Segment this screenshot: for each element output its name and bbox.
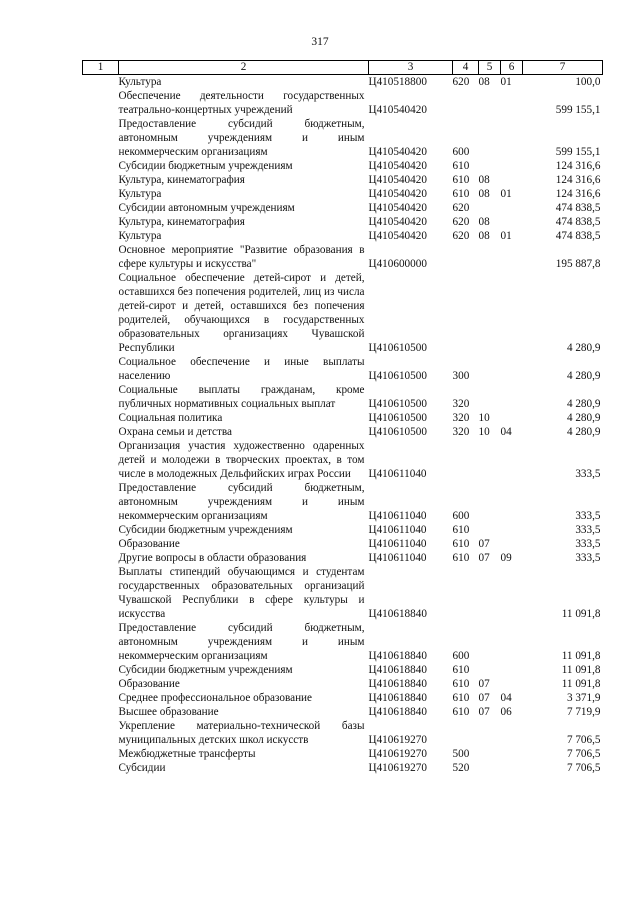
column-header: 5 [479, 61, 501, 75]
table-row [83, 355, 603, 383]
row-subsection-cell [501, 761, 523, 775]
table-row [83, 89, 603, 117]
table-row [83, 705, 603, 719]
row-number-cell [83, 663, 119, 677]
row-amount-cell: 333,5 [575, 538, 601, 550]
row-name-cell: Культура, кинематография [118, 174, 245, 186]
row-number-cell [83, 75, 119, 90]
row-expense-type-cell: 500 [452, 748, 470, 760]
row-name-cell: Социальное обеспечение детей-сирот и детей, оставшихся без попечения родителей, лиц из числа детей-сирот и детей, оставшихся без попечения родителей, обучающихся в государственных образовательных организациях Чувашской Республики [118, 272, 365, 354]
row-number-cell [83, 271, 119, 355]
row-section-cell: 10 [478, 426, 490, 438]
table-row [83, 747, 603, 761]
row-number-cell [83, 761, 119, 775]
row-name-cell: Основное мероприятие "Развитие образования в сфере культуры и искусства" [118, 244, 365, 270]
row-subsection-cell [501, 747, 523, 761]
table-row [83, 719, 603, 747]
table-row [83, 383, 603, 411]
row-name-cell: Предоставление субсидий бюджетным, автономным учреждениям и иным некоммерческим организациям [118, 118, 365, 158]
column-header: 4 [453, 61, 479, 75]
row-number-cell [83, 425, 119, 439]
row-expense-type-cell: 620 [452, 202, 470, 214]
column-header: 2 [119, 61, 369, 75]
table-body [83, 75, 603, 776]
row-amount-cell: 4 280,9 [566, 342, 601, 354]
row-section-cell: 07 [478, 706, 490, 718]
row-subsection-cell: 04 [500, 692, 512, 704]
row-amount-cell: 3 371,9 [566, 692, 601, 704]
row-amount-cell: 124 316,6 [555, 174, 601, 186]
row-section-cell [479, 383, 501, 411]
row-subsection-cell [501, 215, 523, 229]
row-expense-type-cell: 300 [452, 370, 470, 382]
row-number-cell [83, 355, 119, 383]
row-expense-type-cell [453, 243, 479, 271]
row-code-cell: Ц410518800 [368, 76, 427, 88]
row-code-cell: Ц410610500 [368, 412, 427, 424]
row-expense-type-cell: 610 [452, 174, 470, 186]
table-row [83, 537, 603, 551]
row-amount-cell: 4 280,9 [566, 412, 601, 424]
row-expense-type-cell: 620 [452, 216, 470, 228]
row-code-cell: Ц410610500 [368, 342, 427, 354]
row-name-cell: Субсидии бюджетным учреждениям [118, 524, 293, 536]
row-code-cell: Ц410619270 [368, 762, 427, 774]
table-row [83, 215, 603, 229]
row-expense-type-cell: 600 [452, 650, 470, 662]
table-row [83, 173, 603, 187]
row-number-cell [83, 411, 119, 425]
row-code-cell: Ц410540420 [368, 188, 427, 200]
row-name-cell: Другие вопросы в области образования [118, 552, 307, 564]
row-expense-type-cell: 610 [452, 538, 470, 550]
row-name-cell: Организация участия художественно одаренных детей и молодежи в творческих проектах, в том числе в молодежных Дельфийских играх России [118, 440, 365, 480]
row-code-cell: Ц410618840 [368, 608, 427, 620]
row-expense-type-cell: 610 [452, 678, 470, 690]
row-section-cell: 07 [478, 552, 490, 564]
row-name-cell: Субсидии автономным учреждениям [118, 202, 295, 214]
table-row [83, 439, 603, 481]
row-code-cell: Ц410540420 [368, 216, 427, 228]
row-amount-cell: 7 719,9 [566, 706, 601, 718]
row-number-cell [83, 159, 119, 173]
row-number-cell [83, 677, 119, 691]
row-name-cell: Субсидии бюджетным учреждениям [118, 160, 293, 172]
table-row [83, 271, 603, 355]
row-amount-cell: 599 155,1 [555, 146, 601, 158]
table-row [83, 243, 603, 271]
row-number-cell [83, 229, 119, 243]
row-section-cell: 07 [478, 692, 490, 704]
row-number-cell [83, 383, 119, 411]
row-name-cell: Социальное обеспечение и иные выплаты населению [118, 356, 365, 382]
table-row [83, 159, 603, 173]
row-code-cell: Ц410619270 [368, 748, 427, 760]
row-amount-cell: 474 838,5 [555, 202, 601, 214]
table-row [83, 551, 603, 565]
row-subsection-cell [501, 565, 523, 621]
row-subsection-cell [501, 677, 523, 691]
row-expense-type-cell [453, 271, 479, 355]
row-name-cell: Предоставление субсидий бюджетным, автономным учреждениям и иным некоммерческим организациям [118, 622, 365, 662]
row-number-cell [83, 89, 119, 117]
row-number-cell [83, 537, 119, 551]
row-number-cell [83, 565, 119, 621]
row-expense-type-cell: 620 [452, 76, 470, 88]
row-section-cell: 08 [478, 76, 490, 88]
row-subsection-cell [501, 201, 523, 215]
row-subsection-cell [501, 523, 523, 537]
row-number-cell [83, 243, 119, 271]
row-section-cell [479, 89, 501, 117]
row-section-cell: 07 [478, 678, 490, 690]
row-code-cell: Ц410618840 [368, 706, 427, 718]
table-row [83, 761, 603, 775]
row-name-cell: Социальная политика [118, 412, 223, 424]
row-code-cell: Ц410540420 [368, 160, 427, 172]
row-code-cell: Ц410611040 [368, 510, 427, 522]
row-subsection-cell [501, 243, 523, 271]
row-section-cell: 08 [478, 174, 490, 186]
row-code-cell: Ц410610500 [368, 426, 427, 438]
row-name-cell: Среднее профессиональное образование [118, 692, 313, 704]
row-subsection-cell [501, 719, 523, 747]
row-subsection-cell: 09 [500, 552, 512, 564]
column-header: 3 [369, 61, 453, 75]
row-name-cell: Обеспечение деятельности государственных театрально-концертных учреждений [118, 90, 365, 116]
row-subsection-cell: 06 [500, 706, 512, 718]
row-expense-type-cell [453, 89, 479, 117]
row-expense-type-cell: 620 [452, 230, 470, 242]
row-name-cell: Межбюджетные трансферты [118, 748, 256, 760]
row-expense-type-cell: 610 [452, 552, 470, 564]
row-section-cell [479, 439, 501, 481]
page-number: 317 [311, 36, 329, 48]
column-header: 7 [523, 61, 603, 75]
table-row [83, 565, 603, 621]
row-subsection-cell [501, 663, 523, 677]
row-amount-cell: 333,5 [575, 552, 601, 564]
row-expense-type-cell: 610 [452, 524, 470, 536]
row-name-cell: Образование [118, 678, 180, 690]
row-section-cell [479, 117, 501, 159]
row-code-cell: Ц410611040 [368, 468, 427, 480]
row-name-cell: Социальные выплаты гражданам, кроме публичных нормативных социальных выплат [118, 384, 365, 410]
row-amount-cell: 599 155,1 [555, 104, 601, 116]
row-section-cell [479, 355, 501, 383]
row-name-cell: Укрепление материально-технической базы муниципальных детских школ искусств [118, 720, 365, 746]
row-expense-type-cell: 320 [452, 398, 470, 410]
row-subsection-cell [501, 89, 523, 117]
row-number-cell [83, 439, 119, 481]
row-expense-type-cell: 610 [452, 188, 470, 200]
row-code-cell: Ц410611040 [368, 538, 427, 550]
row-number-cell [83, 215, 119, 229]
row-section-cell [479, 663, 501, 677]
row-code-cell: Ц410611040 [368, 552, 427, 564]
table-row [83, 523, 603, 537]
row-code-cell: Ц410610500 [368, 370, 427, 382]
row-expense-type-cell: 320 [452, 412, 470, 424]
row-code-cell: Ц410540420 [368, 230, 427, 242]
row-code-cell: Ц410540420 [368, 202, 427, 214]
row-name-cell: Культура [118, 76, 162, 88]
row-amount-cell: 474 838,5 [555, 216, 601, 228]
row-number-cell [83, 523, 119, 537]
row-amount-cell: 333,5 [575, 510, 601, 522]
table-row [83, 75, 603, 90]
row-expense-type-cell: 600 [452, 510, 470, 522]
row-subsection-cell [501, 355, 523, 383]
row-code-cell: Ц410618840 [368, 664, 427, 676]
row-section-cell: 08 [478, 230, 490, 242]
row-expense-type-cell: 520 [452, 762, 470, 774]
row-section-cell [479, 565, 501, 621]
row-amount-cell: 4 280,9 [566, 398, 601, 410]
row-amount-cell: 4 280,9 [566, 426, 601, 438]
row-code-cell: Ц410540420 [368, 104, 427, 116]
row-number-cell [83, 551, 119, 565]
row-expense-type-cell [453, 719, 479, 747]
row-number-cell [83, 719, 119, 747]
row-name-cell: Субсидии [118, 762, 166, 774]
row-subsection-cell [501, 383, 523, 411]
row-subsection-cell: 01 [500, 188, 512, 200]
table-row [83, 621, 603, 663]
row-number-cell [83, 747, 119, 761]
row-section-cell [479, 201, 501, 215]
row-name-cell: Субсидии бюджетным учреждениям [118, 664, 293, 676]
row-section-cell [479, 481, 501, 523]
row-subsection-cell: 01 [500, 76, 512, 88]
row-number-cell [83, 691, 119, 705]
row-number-cell [83, 173, 119, 187]
row-amount-cell: 7 706,5 [566, 734, 601, 746]
row-number-cell [83, 117, 119, 159]
table-header [83, 61, 603, 75]
row-code-cell: Ц410619270 [368, 734, 427, 746]
row-subsection-cell [501, 439, 523, 481]
column-header: 6 [501, 61, 523, 75]
row-amount-cell: 124 316,6 [555, 188, 601, 200]
row-number-cell [83, 187, 119, 201]
row-expense-type-cell: 600 [452, 146, 470, 158]
row-expense-type-cell: 610 [452, 692, 470, 704]
row-number-cell [83, 481, 119, 523]
row-amount-cell: 11 091,8 [561, 664, 601, 676]
row-section-cell: 10 [478, 412, 490, 424]
row-name-cell: Образование [118, 538, 180, 550]
table-row [83, 201, 603, 215]
row-code-cell: Ц410611040 [368, 524, 427, 536]
row-amount-cell: 333,5 [575, 524, 601, 536]
row-subsection-cell: 01 [500, 230, 512, 242]
table-row [83, 677, 603, 691]
row-subsection-cell: 04 [500, 426, 512, 438]
row-code-cell: Ц410540420 [368, 146, 427, 158]
row-subsection-cell [501, 117, 523, 159]
row-expense-type-cell [453, 439, 479, 481]
row-name-cell: Охрана семьи и детства [118, 426, 232, 438]
row-section-cell [479, 159, 501, 173]
row-expense-type-cell: 610 [452, 160, 470, 172]
budget-table [82, 60, 603, 775]
row-subsection-cell [501, 621, 523, 663]
row-name-cell: Высшее образование [118, 706, 219, 718]
row-section-cell [479, 621, 501, 663]
row-amount-cell: 7 706,5 [566, 748, 601, 760]
row-code-cell: Ц410618840 [368, 650, 427, 662]
row-amount-cell: 4 280,9 [566, 370, 601, 382]
table-row [83, 187, 603, 201]
row-subsection-cell [501, 411, 523, 425]
row-code-cell: Ц410618840 [368, 692, 427, 704]
row-name-cell: Выплаты стипендий обучающимся и студентам государственных образовательных организаций Чувашской Республики в сфере культуры и искусства [118, 566, 365, 620]
row-amount-cell: 474 838,5 [555, 230, 601, 242]
row-number-cell [83, 621, 119, 663]
row-expense-type-cell: 610 [452, 664, 470, 676]
row-section-cell [479, 523, 501, 537]
row-amount-cell: 11 091,8 [561, 678, 601, 690]
row-name-cell: Предоставление субсидий бюджетным, автономным учреждениям и иным некоммерческим организациям [118, 482, 365, 522]
row-subsection-cell [501, 481, 523, 523]
row-code-cell: Ц410610500 [368, 398, 427, 410]
row-section-cell [479, 243, 501, 271]
row-amount-cell: 11 091,8 [561, 608, 601, 620]
row-amount-cell: 195 887,8 [555, 258, 601, 270]
row-section-cell: 08 [478, 188, 490, 200]
row-expense-type-cell [453, 565, 479, 621]
row-expense-type-cell: 320 [452, 426, 470, 438]
table-row [83, 411, 603, 425]
row-amount-cell: 11 091,8 [561, 650, 601, 662]
row-name-cell: Культура [118, 230, 162, 242]
row-section-cell [479, 761, 501, 775]
row-number-cell [83, 705, 119, 719]
row-code-cell: Ц410600000 [368, 258, 427, 270]
row-section-cell: 08 [478, 216, 490, 228]
row-amount-cell: 7 706,5 [566, 762, 601, 774]
row-section-cell: 07 [478, 538, 490, 550]
row-amount-cell: 333,5 [575, 468, 601, 480]
table-row [83, 691, 603, 705]
row-section-cell [479, 271, 501, 355]
row-name-cell: Культура [118, 188, 162, 200]
row-name-cell: Культура, кинематография [118, 216, 245, 228]
row-number-cell [83, 201, 119, 215]
table-row [83, 663, 603, 677]
table-row [83, 481, 603, 523]
row-amount-cell: 124 316,6 [555, 160, 601, 172]
row-section-cell [479, 747, 501, 761]
row-code-cell: Ц410618840 [368, 678, 427, 690]
table-row [83, 425, 603, 439]
column-header: 1 [83, 61, 119, 75]
row-subsection-cell [501, 173, 523, 187]
table-row [83, 229, 603, 243]
row-expense-type-cell: 610 [452, 706, 470, 718]
row-code-cell: Ц410540420 [368, 174, 427, 186]
row-amount-cell: 100,0 [575, 76, 601, 88]
row-subsection-cell [501, 159, 523, 173]
table-row [83, 117, 603, 159]
row-subsection-cell [501, 271, 523, 355]
row-subsection-cell [501, 537, 523, 551]
row-section-cell [479, 719, 501, 747]
